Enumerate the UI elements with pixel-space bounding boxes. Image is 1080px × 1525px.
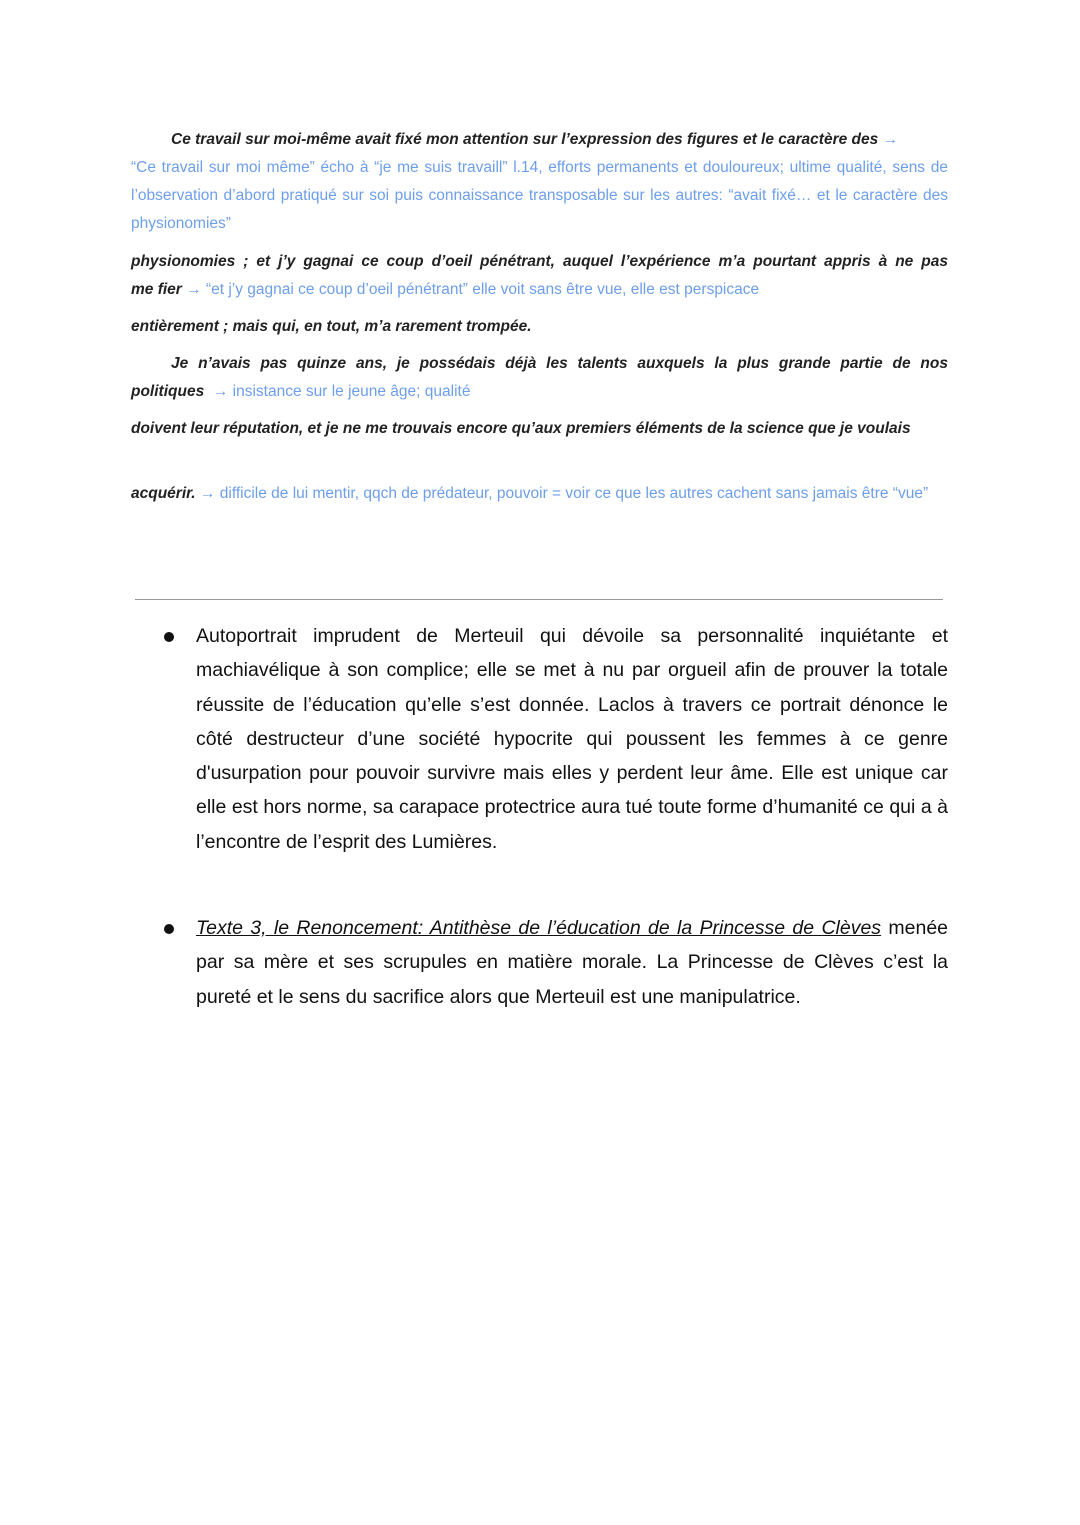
quote-paragraph-3 <box>131 313 948 341</box>
bullet-underlined-reference: Texte 3, le Renoncement: Antithèse de l’éducation de la Princesse de Clèves <box>196 917 882 939</box>
quote-paragraph-1 <box>131 126 948 238</box>
quote-text <box>131 415 948 443</box>
annotation-note: “Ce travail sur moi même” écho à “je me suis travaill” l.14, efforts permanents et douloureux; ultime qualité, sens de l’observation d’abord pratiqué sur soi puis connaissance transposable sur les autres: “avait fixé… et le caractère des physionomies” <box>131 159 948 232</box>
quote-line: Ce travail sur moi-même avait fixé mon attention sur l’expression des figures et le caractère des <box>171 131 879 148</box>
quote-paragraph-2 <box>131 248 948 304</box>
quote-line: politiques <box>131 383 205 400</box>
bullet-icon <box>164 632 174 642</box>
bullet-text: menée par sa mère et ses scrupules en matière morale. La Princesse de Clèves c’est la pureté et le sens du sacrifice alors que Merteuil est une manipulatrice. <box>196 917 949 1008</box>
quote-line: entièrement ; mais qui, en tout, m’a rarement trompée. <box>131 318 532 335</box>
quote-text <box>131 126 948 154</box>
horizontal-divider <box>135 599 943 600</box>
quote-line: acquérir. <box>131 485 196 502</box>
bullet-item-ouverture <box>196 911 948 1014</box>
annotation-note: insistance sur le jeune âge; qualité <box>232 383 471 400</box>
arrow-icon: → <box>212 383 229 400</box>
bullet-item-conclusion <box>196 619 948 859</box>
arrow-icon: → <box>186 281 202 298</box>
arrow-icon: → <box>199 485 216 502</box>
quote-paragraph-5 <box>131 415 948 443</box>
quote-text <box>131 313 948 341</box>
quote-line: me fier <box>131 281 182 298</box>
quote-text-with-note <box>131 378 948 406</box>
bullet-icon <box>164 924 174 934</box>
quote-text <box>131 350 948 378</box>
quote-paragraph-4 <box>131 350 948 406</box>
annotation-note: “et j’y gagnai ce coup d’oeil pénétrant” elle voit sans être vue, elle est perspicace <box>205 281 760 298</box>
quote-line: physionomies ; et j’y gagnai ce coup d’oeil pénétrant, auquel l’expérience m’a pourtant appris à ne pas <box>131 253 948 270</box>
quote-text-with-note <box>131 480 948 508</box>
quote-paragraph-6 <box>131 480 948 508</box>
quote-line: Je n’avais pas quinze ans, je possédais déjà les talents auxquels la plus grande partie de nos <box>171 355 948 372</box>
annotation-note: difficile de lui mentir, qqch de prédateur, pouvoir = voir ce que les autres cachent sans jamais être “vue” <box>219 485 929 502</box>
quote-text <box>131 248 948 276</box>
quote-text-with-note <box>131 276 948 304</box>
arrow-icon: → <box>882 131 899 148</box>
quote-line: doivent leur réputation, et je ne me trouvais encore qu’aux premiers éléments de la science que je voulais <box>131 420 911 437</box>
bullet-text: Autoportrait imprudent de Merteuil qui dévoile sa personnalité inquiétante et machiavélique à son complice; elle se met à nu par orgueil afin de prouver la totale réussite de l’éducation qu’elle s’est donnée. Laclos à travers ce portrait dénonce le côté destructeur d’une société hypocrite qui poussent les femmes à ce genre d'usurpation pour pouvoir survivre mais elles y perdent leur âme. Elle est unique car elle est hors norme, sa carapace protectrice aura tué toute forme d’humanité ce qui a à l’encontre de l’esprit des Lumières. <box>196 625 948 853</box>
